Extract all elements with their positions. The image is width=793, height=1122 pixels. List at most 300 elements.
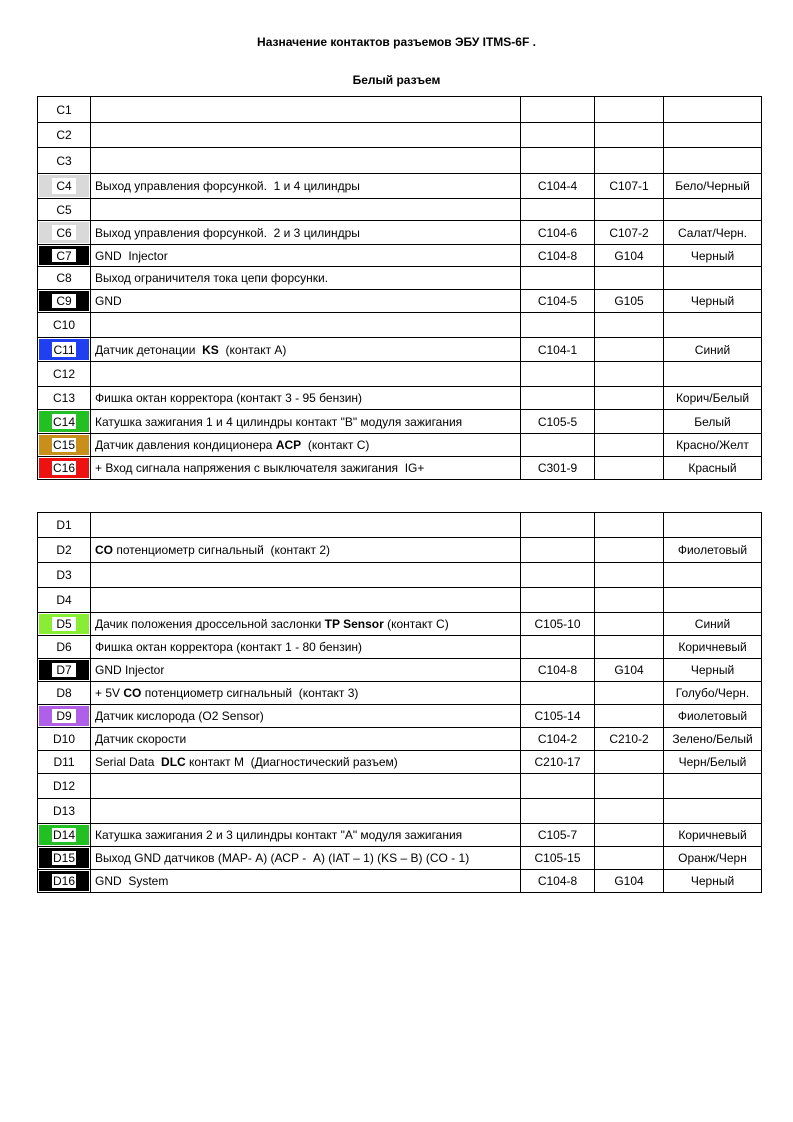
connector-ref-cell xyxy=(521,199,595,221)
description-text: Выход управления форсункой. 1 и 4 цилиндры xyxy=(95,179,360,193)
wire-color: Черный xyxy=(690,663,735,677)
wire-color: Бело/Черный xyxy=(675,179,750,193)
description-text: Датчик давления кондиционера xyxy=(95,438,276,452)
description-text: Дачик положения дроссельной заслонки xyxy=(95,617,325,631)
connector-ref: C105-5 xyxy=(537,414,578,429)
ground-ref-cell xyxy=(595,199,664,221)
pin-label: D6 xyxy=(56,640,72,654)
pin-cell xyxy=(38,705,91,728)
description-text: Serial Data xyxy=(95,755,162,769)
wire-color: Зелено/Белый xyxy=(672,732,753,746)
description-cell xyxy=(91,751,521,774)
description-text: (контакт С) xyxy=(383,617,449,631)
pin-table-c xyxy=(37,96,762,480)
connector-ref: C104-8 xyxy=(537,663,578,677)
description-text: Фишка октан корректора (контакт 1 - 80 бензин) xyxy=(95,640,363,654)
connector-ref-cell xyxy=(521,824,595,847)
wire-color: Коричневый xyxy=(678,828,747,842)
description-cell xyxy=(91,824,521,847)
ground-ref-cell xyxy=(595,313,664,338)
description-cell xyxy=(91,538,521,563)
description-cell xyxy=(91,199,521,221)
connector-ref-cell xyxy=(521,563,595,588)
pin-cell xyxy=(38,824,91,847)
ground-ref-cell xyxy=(595,847,664,870)
description-cell xyxy=(91,636,521,659)
description-text: контакт M (Диагностический разъем) xyxy=(185,755,398,769)
table-row xyxy=(38,123,762,148)
pin-label: D4 xyxy=(56,593,72,607)
pin-label: D5 xyxy=(52,617,76,631)
ground-ref-cell xyxy=(595,245,664,267)
description-text: GND Injector xyxy=(95,663,165,677)
pin-cell xyxy=(38,588,91,613)
description-cell xyxy=(91,221,521,245)
table-row xyxy=(38,613,762,636)
ground-ref-cell xyxy=(595,870,664,893)
pin-cell xyxy=(38,682,91,705)
connector-ref-cell xyxy=(521,538,595,563)
pin-label: D2 xyxy=(56,543,72,557)
pin-cell xyxy=(38,148,91,174)
table-row xyxy=(38,245,762,267)
connector-ref: C104-2 xyxy=(537,732,578,746)
description-text: Датчик скорости xyxy=(95,732,187,746)
pin-color-swatch xyxy=(39,435,89,455)
connector-ref: C104-5 xyxy=(537,294,578,308)
description-text: потенциометр сигнальный (контакт 3) xyxy=(141,686,359,700)
wire-color-cell xyxy=(664,410,762,434)
table-row xyxy=(38,457,762,480)
description-cell xyxy=(91,434,521,457)
pin-cell xyxy=(38,97,91,123)
wire-color-cell xyxy=(664,774,762,799)
description-text: GND System xyxy=(95,874,169,888)
wire-color-cell xyxy=(664,847,762,870)
wire-color-cell xyxy=(664,799,762,824)
connector-ref-cell xyxy=(521,434,595,457)
connector-ref-cell xyxy=(521,387,595,410)
connector-ref: C105-14 xyxy=(534,709,581,723)
table-row xyxy=(38,290,762,313)
wire-color-cell xyxy=(664,174,762,199)
connector-ref-cell xyxy=(521,221,595,245)
ground-ref-cell xyxy=(595,728,664,751)
description-text: Выход управления форсункой. 2 и 3 цилиндры xyxy=(95,225,360,240)
description-cell xyxy=(91,847,521,870)
pin-color-swatch xyxy=(39,706,89,726)
description-cell xyxy=(91,313,521,338)
connector-ref-cell xyxy=(521,659,595,682)
description-cell xyxy=(91,290,521,313)
table-row xyxy=(38,313,762,338)
pin-label: C4 xyxy=(52,178,76,194)
ground-ref: G105 xyxy=(614,294,644,308)
description-cell xyxy=(91,728,521,751)
connector-ref: C104-4 xyxy=(537,179,578,193)
pin-color-swatch xyxy=(39,222,89,243)
connector-ref-cell xyxy=(521,267,595,290)
pin-label: C16 xyxy=(52,461,75,475)
pin-label: C11 xyxy=(53,342,75,357)
connector-ref-cell xyxy=(521,513,595,538)
wire-color: Черный xyxy=(690,248,735,263)
connector-ref: C105-15 xyxy=(534,851,581,865)
ground-ref-cell xyxy=(595,613,664,636)
wire-color-cell xyxy=(664,387,762,410)
description-cell xyxy=(91,267,521,290)
pin-cell xyxy=(38,636,91,659)
pin-cell xyxy=(38,613,91,636)
pin-cell xyxy=(38,659,91,682)
pin-label: D15 xyxy=(52,851,75,865)
description-cell xyxy=(91,705,521,728)
pin-cell xyxy=(38,123,91,148)
wire-color-cell xyxy=(664,199,762,221)
ground-ref: C210-2 xyxy=(609,732,649,746)
ground-ref-cell xyxy=(595,705,664,728)
pin-cell xyxy=(38,313,91,338)
connector-ref-cell xyxy=(521,847,595,870)
connector-ref: C104-8 xyxy=(537,248,578,263)
description-text: (контакт С) xyxy=(301,438,370,452)
description-text: Катушка зажигания 2 и 3 цилиндры контакт "А" модуля зажигания xyxy=(95,828,463,842)
description-code: KS xyxy=(202,342,219,357)
table-row xyxy=(38,199,762,221)
ground-ref-cell xyxy=(595,659,664,682)
table-row xyxy=(38,362,762,387)
wire-color-cell xyxy=(664,588,762,613)
pin-color-swatch xyxy=(39,871,89,891)
wire-color-cell xyxy=(664,123,762,148)
pin-cell xyxy=(38,245,91,267)
pin-cell xyxy=(38,563,91,588)
ground-ref-cell xyxy=(595,682,664,705)
pin-cell xyxy=(38,338,91,362)
connector-ref-cell xyxy=(521,362,595,387)
wire-color-cell xyxy=(664,97,762,123)
connector-ref: C104-8 xyxy=(537,874,578,888)
pin-cell xyxy=(38,774,91,799)
ground-ref: G104 xyxy=(614,663,644,677)
table-row xyxy=(38,221,762,245)
ground-ref-cell xyxy=(595,588,664,613)
wire-color-cell xyxy=(664,245,762,267)
pin-label: C14 xyxy=(52,414,75,429)
wire-color: Синий xyxy=(694,342,731,357)
pin-label: D10 xyxy=(52,732,75,746)
wire-color: Оранж/Черн xyxy=(678,851,747,865)
ground-ref-cell xyxy=(595,824,664,847)
connector-ref-cell xyxy=(521,313,595,338)
description-code: DLC xyxy=(161,755,186,769)
connector-ref-cell xyxy=(521,588,595,613)
pin-label: D3 xyxy=(56,568,72,582)
description-text: + Вход сигнала напряжения с выключателя зажигания IG+ xyxy=(95,461,425,475)
description-cell xyxy=(91,362,521,387)
wire-color-cell xyxy=(664,513,762,538)
pin-cell xyxy=(38,199,91,221)
table-row xyxy=(38,338,762,362)
wire-color: Фиолетовый xyxy=(677,543,748,557)
pin-cell xyxy=(38,267,91,290)
ground-ref: G104 xyxy=(614,874,644,888)
ground-ref-cell xyxy=(595,97,664,123)
connector-ref-cell xyxy=(521,97,595,123)
description-text: + 5V xyxy=(95,686,124,700)
connector-ref-cell xyxy=(521,174,595,199)
page-title: Назначение контактов разъемов ЭБУ ITMS-6F . xyxy=(257,35,536,49)
wire-color: Черн/Белый xyxy=(678,755,747,769)
description-cell xyxy=(91,387,521,410)
wire-color: Черный xyxy=(690,874,735,888)
pin-label: C8 xyxy=(56,271,72,285)
pin-label: C5 xyxy=(56,202,72,217)
pin-cell xyxy=(38,290,91,313)
connector-ref-cell xyxy=(521,148,595,174)
connector-ref-cell xyxy=(521,728,595,751)
description-text: потенциометр сигнальный (контакт 2) xyxy=(113,543,331,557)
wire-color-cell xyxy=(664,682,762,705)
pin-label: C6 xyxy=(52,225,76,240)
table-row xyxy=(38,847,762,870)
pin-color-swatch xyxy=(39,291,89,311)
connector-ref-cell xyxy=(521,123,595,148)
pin-cell xyxy=(38,728,91,751)
table-row xyxy=(38,97,762,123)
description-cell xyxy=(91,97,521,123)
ground-ref-cell xyxy=(595,290,664,313)
table-row xyxy=(38,705,762,728)
pin-table-d xyxy=(37,512,762,893)
wire-color: Фиолетовый xyxy=(677,709,748,723)
pin-label: C3 xyxy=(56,153,72,168)
pin-label: C12 xyxy=(52,367,75,381)
pin-cell xyxy=(38,847,91,870)
description-text: Выход ограничителя тока цепи форсунки. xyxy=(95,271,329,285)
connector-ref-cell xyxy=(521,682,595,705)
description-text: GND Injector xyxy=(95,248,168,263)
ground-ref-cell xyxy=(595,174,664,199)
description-cell xyxy=(91,774,521,799)
wire-color-cell xyxy=(664,221,762,245)
pin-cell xyxy=(38,387,91,410)
description-cell xyxy=(91,245,521,267)
ground-ref: G104 xyxy=(614,248,644,263)
ground-ref-cell xyxy=(595,799,664,824)
description-code: TP Sensor xyxy=(324,617,384,631)
pin-label: C1 xyxy=(56,102,72,117)
pin-color-swatch xyxy=(39,175,89,197)
table-row xyxy=(38,513,762,538)
wire-color: Белый xyxy=(694,414,731,429)
ground-ref-cell xyxy=(595,513,664,538)
connector-ref: C301-9 xyxy=(537,461,578,475)
pin-label: D9 xyxy=(52,709,76,723)
connector-ref-cell xyxy=(521,613,595,636)
ground-ref-cell xyxy=(595,123,664,148)
wire-color: Синий xyxy=(694,617,731,631)
table-row xyxy=(38,410,762,434)
wire-color-cell xyxy=(664,362,762,387)
pin-label: D1 xyxy=(56,518,72,532)
table-row xyxy=(38,728,762,751)
pin-cell xyxy=(38,434,91,457)
connector-ref-cell xyxy=(521,799,595,824)
connector-subtitle: Белый разъем xyxy=(352,73,441,87)
description-text: GND xyxy=(95,294,122,308)
wire-color-cell xyxy=(664,613,762,636)
pin-cell xyxy=(38,174,91,199)
pin-cell xyxy=(38,457,91,480)
wire-color: Красный xyxy=(688,461,737,475)
description-cell xyxy=(91,588,521,613)
ground-ref-cell xyxy=(595,434,664,457)
wire-color-cell xyxy=(664,824,762,847)
ground-ref-cell xyxy=(595,538,664,563)
description-cell xyxy=(91,123,521,148)
pin-cell xyxy=(38,870,91,893)
description-cell xyxy=(91,659,521,682)
description-code: CO xyxy=(123,686,142,700)
pin-label: C9 xyxy=(52,294,76,308)
description-cell xyxy=(91,513,521,538)
wire-color-cell xyxy=(664,457,762,480)
description-cell xyxy=(91,338,521,362)
connector-ref-cell xyxy=(521,245,595,267)
connector-ref: C210-17 xyxy=(534,755,581,769)
ground-ref-cell xyxy=(595,148,664,174)
wire-color-cell xyxy=(664,705,762,728)
table-row xyxy=(38,174,762,199)
wire-color-cell xyxy=(664,313,762,338)
description-cell xyxy=(91,613,521,636)
wire-color: Салат/Черн. xyxy=(677,225,748,240)
table-row xyxy=(38,538,762,563)
wire-color: Черный xyxy=(690,294,735,308)
pin-color-swatch xyxy=(39,614,89,634)
table-row xyxy=(38,659,762,682)
ground-ref: C107-1 xyxy=(609,179,649,193)
description-cell xyxy=(91,410,521,434)
wire-color-cell xyxy=(664,636,762,659)
ground-ref-cell xyxy=(595,338,664,362)
ground-ref-cell xyxy=(595,267,664,290)
description-text: Датчик детонации xyxy=(95,342,203,357)
table-row xyxy=(38,774,762,799)
table-row xyxy=(38,682,762,705)
ground-ref-cell xyxy=(595,563,664,588)
wire-color: Корич/Белый xyxy=(675,391,750,405)
table-row xyxy=(38,636,762,659)
pin-label: D14 xyxy=(52,828,75,842)
connector-ref-cell xyxy=(521,705,595,728)
description-code: CO xyxy=(95,543,113,557)
table-row xyxy=(38,387,762,410)
pin-color-swatch xyxy=(39,339,89,360)
ground-ref-cell xyxy=(595,751,664,774)
connector-ref-cell xyxy=(521,774,595,799)
description-text: (контакт А) xyxy=(218,342,287,357)
connector-ref-cell xyxy=(521,290,595,313)
pin-cell xyxy=(38,751,91,774)
connector-ref-cell xyxy=(521,457,595,480)
connector-ref-cell xyxy=(521,870,595,893)
pin-color-swatch xyxy=(39,246,89,265)
pin-cell xyxy=(38,221,91,245)
pin-label: D8 xyxy=(56,686,72,700)
wire-color-cell xyxy=(664,148,762,174)
ground-ref-cell xyxy=(595,636,664,659)
description-text: Датчик кислорода (О2 Sensor) xyxy=(95,709,264,723)
description-text: Фишка октан корректора (контакт 3 - 95 бензин) xyxy=(95,391,363,405)
wire-color-cell xyxy=(664,751,762,774)
wire-color-cell xyxy=(664,434,762,457)
pin-label: C15 xyxy=(52,438,75,452)
table-row xyxy=(38,563,762,588)
pin-label: C2 xyxy=(56,128,72,142)
pin-label: D7 xyxy=(52,663,76,677)
wire-color-cell xyxy=(664,728,762,751)
connector-ref-cell xyxy=(521,751,595,774)
ground-ref: C107-2 xyxy=(609,225,649,240)
pin-label: D16 xyxy=(52,874,75,888)
description-code: ACP xyxy=(275,438,302,452)
connector-ref: C104-1 xyxy=(537,342,578,357)
table-row xyxy=(38,148,762,174)
pin-label: D11 xyxy=(53,755,75,769)
connector-ref-cell xyxy=(521,338,595,362)
wire-color: Голубо/Черн. xyxy=(675,686,750,700)
description-text: Выход GND датчиков (МАР- А) (АСР - А) (IAT – 1) (KS – B) (CO - 1) xyxy=(95,851,470,865)
pin-color-swatch xyxy=(39,660,89,680)
pin-color-swatch xyxy=(39,458,89,478)
wire-color: Коричневый xyxy=(678,640,747,654)
pin-color-swatch xyxy=(39,411,89,432)
pin-cell xyxy=(38,799,91,824)
pin-cell xyxy=(38,513,91,538)
connector-ref: C105-10 xyxy=(534,617,581,631)
wire-color-cell xyxy=(664,870,762,893)
ground-ref-cell xyxy=(595,362,664,387)
ground-ref-cell xyxy=(595,387,664,410)
description-cell xyxy=(91,799,521,824)
pin-label: C13 xyxy=(52,391,75,405)
connector-ref: C104-6 xyxy=(537,225,578,240)
table-row xyxy=(38,799,762,824)
ground-ref-cell xyxy=(595,410,664,434)
description-cell xyxy=(91,682,521,705)
pin-cell xyxy=(38,410,91,434)
pin-cell xyxy=(38,362,91,387)
description-cell xyxy=(91,563,521,588)
table-row xyxy=(38,751,762,774)
wire-color-cell xyxy=(664,563,762,588)
ground-ref-cell xyxy=(595,774,664,799)
description-cell xyxy=(91,148,521,174)
description-cell xyxy=(91,870,521,893)
pin-color-swatch xyxy=(39,825,89,845)
description-text: Катушка зажигания 1 и 4 цилиндры контакт "В" модуля зажигания xyxy=(95,414,463,429)
connector-ref-cell xyxy=(521,636,595,659)
pin-label: C7 xyxy=(52,249,76,262)
table-row xyxy=(38,588,762,613)
wire-color-cell xyxy=(664,290,762,313)
connector-ref: C105-7 xyxy=(537,828,578,842)
table-row xyxy=(38,267,762,290)
wire-color: Красно/Желт xyxy=(676,438,749,452)
wire-color-cell xyxy=(664,338,762,362)
